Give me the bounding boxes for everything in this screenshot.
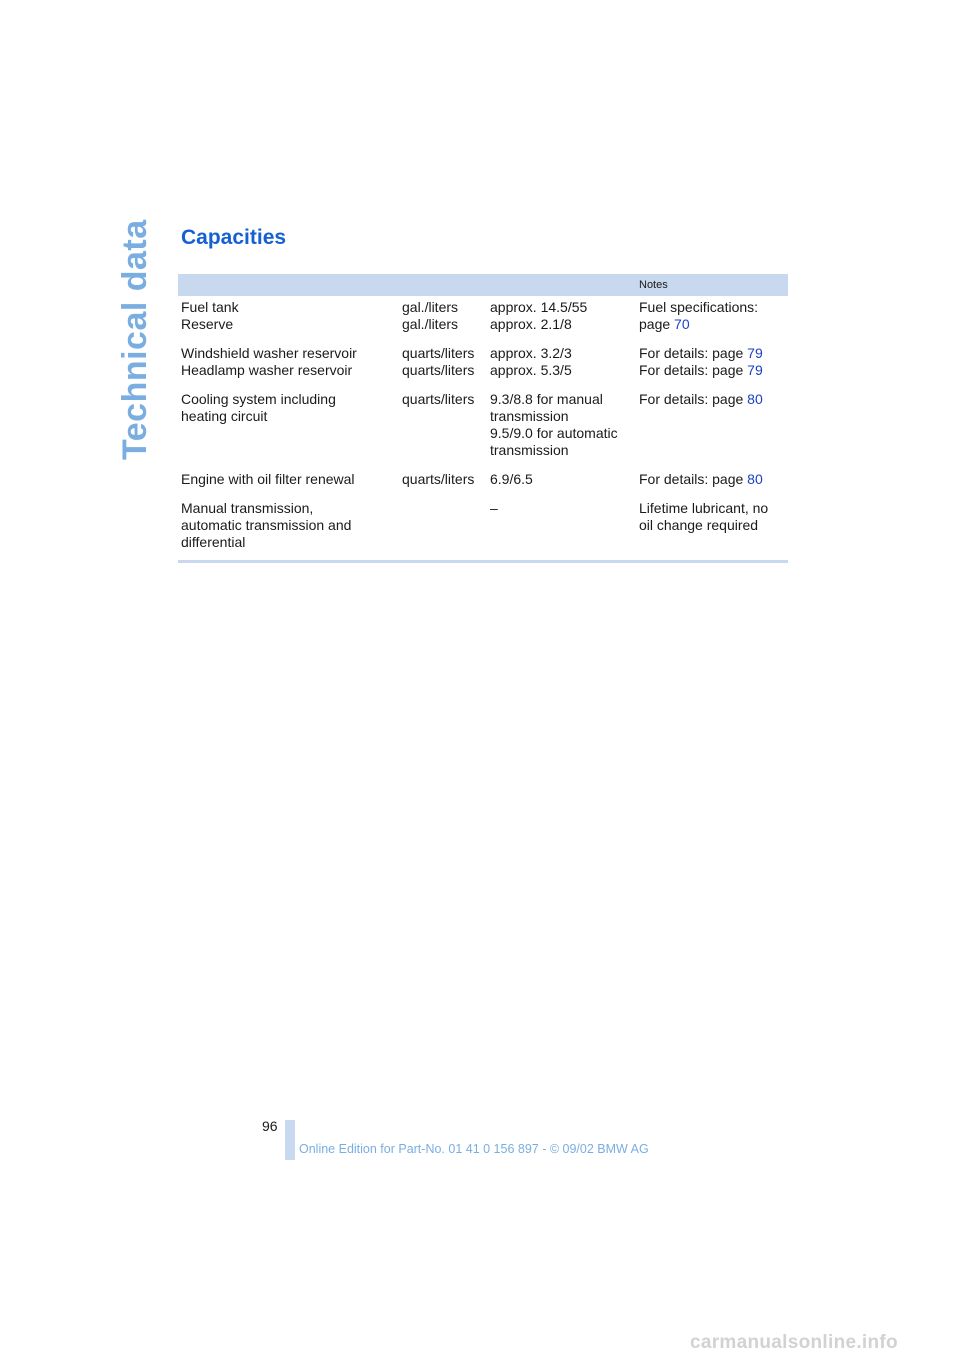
side-section-title xyxy=(112,219,158,460)
notes-line xyxy=(639,500,785,517)
page-reference-link[interactable]: 80 xyxy=(747,391,763,407)
table-header-row xyxy=(178,274,788,296)
notes-text: For details: page xyxy=(639,471,748,487)
cell-notes xyxy=(636,339,788,385)
item-line: Headlamp washer reservoir xyxy=(181,362,353,378)
item-line: heating circuit xyxy=(181,408,268,424)
cell-unit xyxy=(399,385,487,465)
table-row xyxy=(178,494,788,562)
cell-value xyxy=(487,465,636,494)
cell-notes xyxy=(636,494,788,562)
notes-text: Fuel specifications: xyxy=(639,299,759,315)
item-line: Cooling system including xyxy=(181,391,336,407)
header-cell-unit xyxy=(399,274,487,296)
cell-value xyxy=(487,296,636,339)
value-line: transmission xyxy=(490,442,569,458)
notes-text: page xyxy=(639,316,675,332)
value-line: approx. 14.5/55 xyxy=(490,299,588,315)
notes-line xyxy=(639,471,785,488)
page-reference-link[interactable]: 70 xyxy=(674,316,690,332)
notes-line xyxy=(639,391,785,408)
unit-line: quarts/liters xyxy=(402,345,475,361)
item-line: Reserve xyxy=(181,316,234,332)
value-line: 9.3/8.8 for manual xyxy=(490,391,603,407)
cell-item xyxy=(178,465,399,494)
value-line: – xyxy=(490,500,498,516)
watermark: carmanualsonline.info xyxy=(690,1332,898,1353)
header-cell-notes: Notes xyxy=(636,274,788,296)
unit-line: gal./liters xyxy=(402,299,459,315)
value-line: 6.9/6.5 xyxy=(490,471,533,487)
notes-line xyxy=(639,517,785,534)
item-line: Windshield washer reservoir xyxy=(181,345,357,361)
notes-line xyxy=(639,345,785,362)
item-line: differential xyxy=(181,534,246,550)
notes-line xyxy=(639,362,785,379)
item-line: Fuel tank xyxy=(181,299,239,315)
item-line: automatic transmission and xyxy=(181,517,352,533)
side-section-title-text: Technical data xyxy=(116,219,154,460)
cell-item xyxy=(178,296,399,339)
unit-line: quarts/liters xyxy=(402,471,475,487)
header-cell-item xyxy=(178,274,399,296)
notes-text: For details: page xyxy=(639,362,748,378)
cell-unit xyxy=(399,296,487,339)
page-reference-link[interactable]: 80 xyxy=(747,471,763,487)
cell-item xyxy=(178,385,399,465)
notes-line xyxy=(639,316,785,333)
footer-accent-bar xyxy=(285,1120,295,1160)
cell-item xyxy=(178,339,399,385)
unit-line: gal./liters xyxy=(402,316,459,332)
value-line: approx. 5.3/5 xyxy=(490,362,572,378)
item-line: Engine with oil filter renewal xyxy=(181,471,355,487)
value-line: transmission xyxy=(490,408,569,424)
capacities-table xyxy=(178,274,788,563)
table-row xyxy=(178,385,788,465)
cell-unit xyxy=(399,494,487,562)
cell-unit xyxy=(399,465,487,494)
cell-value xyxy=(487,494,636,562)
cell-notes xyxy=(636,296,788,339)
notes-text: Lifetime lubricant, no xyxy=(639,500,769,516)
page-heading: Capacities xyxy=(181,226,287,249)
value-line: 9.5/9.0 for automatic xyxy=(490,425,618,441)
notes-line xyxy=(639,299,785,316)
value-line: approx. 2.1/8 xyxy=(490,316,572,332)
header-cell-value xyxy=(487,274,636,296)
cell-value xyxy=(487,339,636,385)
footer-edition-text: Online Edition for Part-No. 01 41 0 156 897 - © 09/02 BMW AG xyxy=(299,1142,649,1156)
cell-notes xyxy=(636,465,788,494)
table-row xyxy=(178,339,788,385)
page-reference-link[interactable]: 79 xyxy=(747,362,763,378)
notes-text: For details: page xyxy=(639,345,748,361)
table-row xyxy=(178,296,788,339)
cell-unit xyxy=(399,339,487,385)
item-line: Manual transmission, xyxy=(181,500,314,516)
cell-item xyxy=(178,494,399,562)
unit-line: quarts/liters xyxy=(402,391,475,407)
page-number: 96 xyxy=(262,1118,278,1134)
unit-line: quarts/liters xyxy=(402,362,475,378)
table-row xyxy=(178,465,788,494)
page-reference-link[interactable]: 79 xyxy=(747,345,763,361)
notes-text: oil change required xyxy=(639,517,759,533)
cell-value xyxy=(487,385,636,465)
value-line: approx. 3.2/3 xyxy=(490,345,572,361)
notes-text: For details: page xyxy=(639,391,748,407)
cell-notes xyxy=(636,385,788,465)
